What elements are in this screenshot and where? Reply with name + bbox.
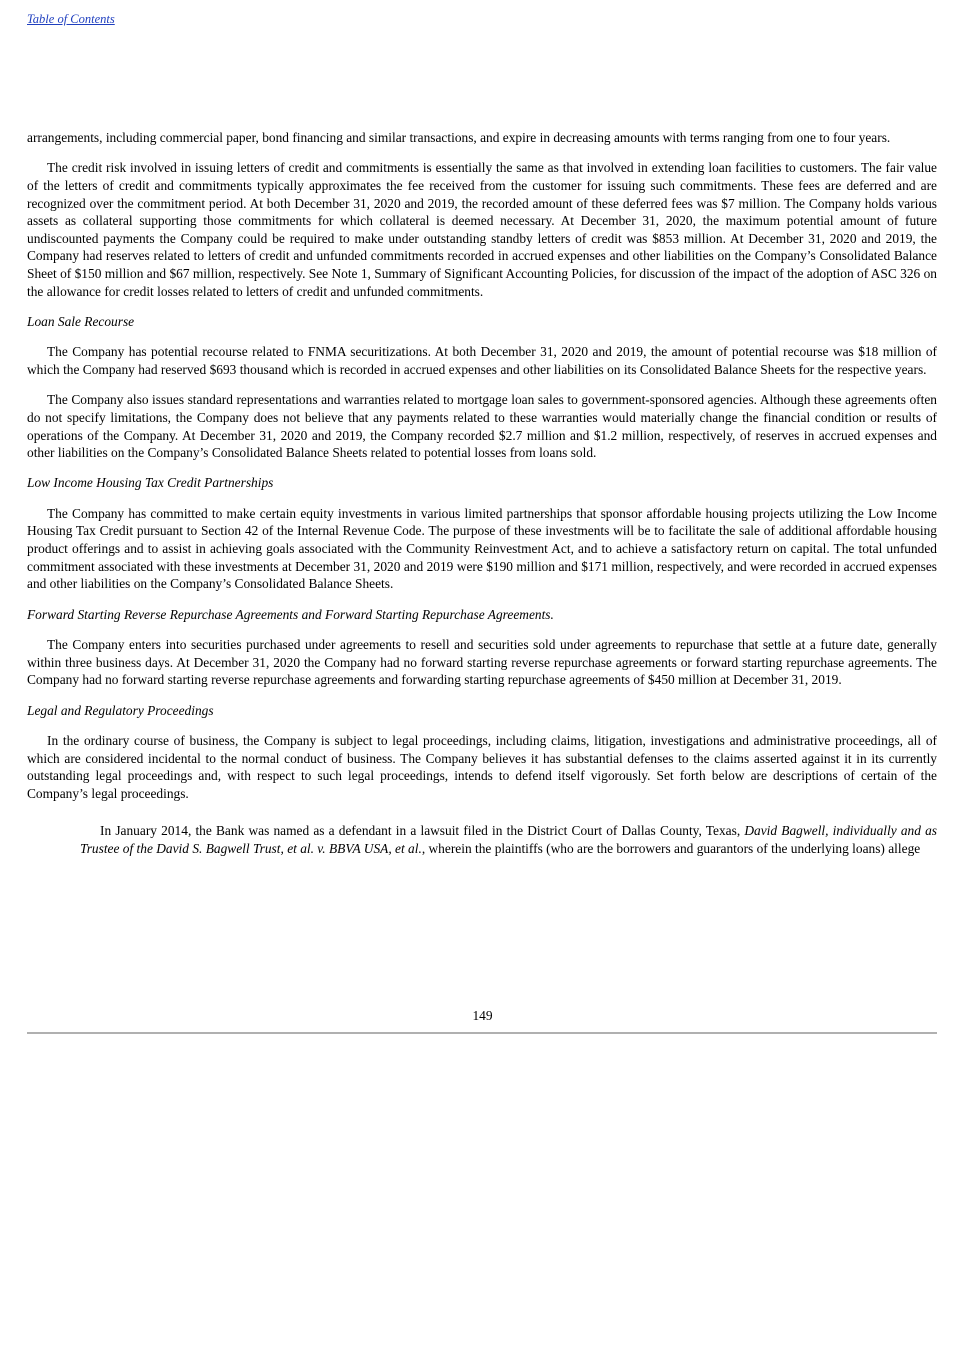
paragraph-fnma-recourse: The Company has potential recourse related to FNMA securitizations. At both December 31, 2020 and 2019, the amount of potential recourse was $18 million of which the Company had reserved $693 thousand which is recorded in accrued expenses and other liabilities on its Consolidated Balance Sheets for the respective years. <box>27 344 937 377</box>
heading-legal-proceedings: Legal and Regulatory Proceedings <box>27 702 214 718</box>
paragraph-equity-investments: The Company has committed to make certain equity investments in various limited partnerships that sponsor affordable housing projects utilizing the Low Income Housing Tax Credit pursuant to Section 42 of the Internal Revenue Code. The purpose of these investments will be to facilitate the sale of additional affordable housing product offerings and to assist in achieving goals associated with the Community Reinvestment Act, and to achieve a satisfactory return on capital. The total unfunded commitment associated with these investments at December 31, 2020 and 2019 were $190 million and $171 million, respectively, and were recorded in accrued expenses and other liabilities on the Company’s Consolidated Balance Sheets. <box>27 505 937 592</box>
lawsuit-description <box>80 822 937 857</box>
page-number: 149 <box>472 1008 493 1023</box>
heading-loan-sale-recourse: Loan Sale Recourse <box>27 313 135 329</box>
footer-divider <box>27 1032 937 1034</box>
table-of-contents-link[interactable]: Table of Contents <box>27 12 115 26</box>
heading-forward-starting: Forward Starting Reverse Repurchase Agreements and Forward Starting Repurchase Agreements. <box>27 606 554 622</box>
lawsuit-case-name: David Bagwell, individually and as Trustee of the David S. Bagwell Trust, et al. v. BBVA USA, et al. <box>80 823 937 856</box>
page-body <box>27 129 937 858</box>
lawsuit-text-end: , wherein the plaintiffs (who are the borrowers and guarantors of the underlying loans) allege <box>421 840 921 856</box>
heading-low-income-housing: Low Income Housing Tax Credit Partnerships <box>27 475 274 491</box>
paragraph-legal-proceedings: In the ordinary course of business, the Company is subject to legal proceedings, including claims, litigation, investigations and administrative proceedings, all of which are considered incidental to the normal conduct of business. The Company believes it has substantial defenses to the claims asserted against it in its currently outstanding legal proceedings and, with respect to such legal proceedings, intends to defend itself vigorously. Set forth below are descriptions of certain of the Company’s legal proceedings. <box>27 733 937 801</box>
lawsuit-text-start: In January 2014, the Bank was named as a defendant in a lawsuit filed in the District Court of Dallas County, Texas, <box>100 823 745 839</box>
paragraph-securities-agreements: The Company enters into securities purchased under agreements to resell and securities sold under agreements to repurchase that settle at a future date, generally within three business days. At December 31, 2020 the Company had no forward starting reverse repurchase agreements or forward starting repurchase agreements. The Company had no forward starting reverse repurchase agreements and forwarding starting repurchase agreements of $450 million at December 31, 2019. <box>27 637 937 688</box>
paragraph-arrangements: arrangements, including commercial paper, bond financing and similar transactions, and expire in decreasing amounts with terms ranging from one to four years. <box>27 130 891 145</box>
paragraph-representations-warranties: The Company also issues standard representations and warranties related to mortgage loan sales to government-sponsored agencies. Although these agreements often do not specify limitations, the Company does not believe that any payments related to these warranties would materially change the financial condition or results of operations of the Company. At December 31, 2020 and 2019, the Company recorded $2.7 million and $1.2 million, respectively, of reserves in accrued expenses and other liabilities on the Company’s Consolidated Balance Sheets related to potential losses from loans sold. <box>27 392 937 461</box>
paragraph-credit-risk: The credit risk involved in issuing letters of credit and commitments is essentially the same as that involved in extending loan facilities to customers. The fair value of the letters of credit and commitments typically approximates the fee received from the customer for issuing such commitments. These fees are deferred and are recognized over the commitment period. At both December 31, 2020 and 2019, the recorded amount of these deferred fees was $7 million. The Company holds various assets as collateral supporting those commitments for which collateral is deemed necessary. At December 31, 2020, the maximum potential amount of future undiscounted payments the Company could be required to make under outstanding standby letters of credit was $853 million. At December 31, 2020 and 2019, the Company had reserves related to letters of credit and unfunded commitments recorded in accrued expenses and other liabilities on the Company’s Consolidated Balance Sheet of $150 million and $67 million, respectively. See Note 1, Summary of Significant Accounting Policies, for discussion of the impact of the adoption of ASC 326 on the allowance for credit losses related to letters of credit and unfunded commitments. <box>27 160 937 299</box>
